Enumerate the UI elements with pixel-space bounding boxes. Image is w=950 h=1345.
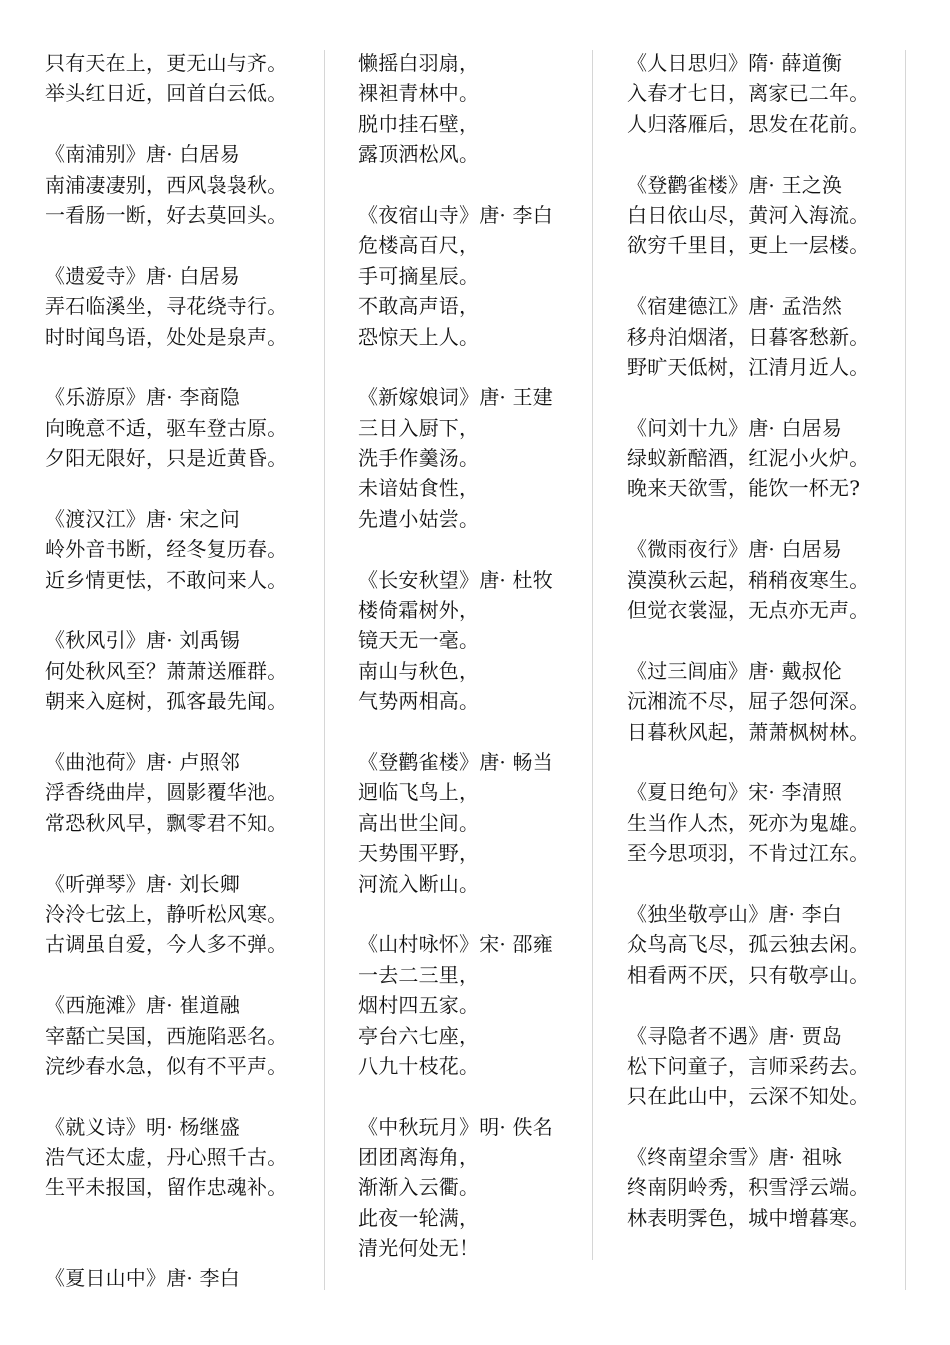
- poem-title: 《遗爱寺》唐· 白居易: [45, 263, 240, 288]
- poem-block: [45, 747, 315, 838]
- poem-line: 人归落雁后，思发在花前。: [627, 111, 870, 136]
- poem-line: 气势两相高。: [358, 689, 480, 714]
- poem-title: 《南浦别》唐· 白居易: [45, 142, 240, 167]
- poem-block: [358, 48, 588, 170]
- poem-spacer: [45, 717, 315, 747]
- poem-spacer: [45, 109, 315, 139]
- poem-line: 此夜一轮满，: [358, 1205, 480, 1230]
- poem-line: 楼倚霜树外，: [358, 598, 480, 623]
- poem-line: 野旷天低树，江清月近人。: [627, 354, 870, 379]
- poem-block: [45, 990, 315, 1081]
- poem-spacer: [627, 1112, 897, 1142]
- poem-title: 《宿建德江》唐· 孟浩然: [627, 294, 843, 319]
- poem-title: 《山村咏怀》宋· 邵雍: [358, 932, 553, 957]
- poem-line: 烟村四五家。: [358, 993, 480, 1018]
- poem-spacer: [45, 352, 315, 382]
- column-divider: [592, 50, 593, 1260]
- poem-title: 《长安秋望》唐· 杜牧: [358, 567, 553, 592]
- poem-line: 相看两不厌，只有敬亭山。: [627, 962, 870, 987]
- poem-line: 恐惊天上人。: [358, 324, 480, 349]
- poem-line: 渐渐入云衢。: [358, 1175, 480, 1200]
- poem-line: 不敢高声语，: [358, 294, 480, 319]
- poem-line: 绿蚁新醅酒，红泥小火炉。: [627, 446, 870, 471]
- poem-line: 三日入厨下，: [358, 415, 480, 440]
- poem-line: 未谙姑食性，: [358, 476, 480, 501]
- poem-line: 一去二三里，: [358, 962, 480, 987]
- poem-block: [45, 869, 315, 960]
- poem-line: 欲穷千里目，更上一层楼。: [627, 233, 870, 258]
- poem-line: 宰嚭亡吴国，西施陷恶名。: [45, 1023, 288, 1048]
- poem-line: 众鸟高飞尽，孤云独去闲。: [627, 932, 870, 957]
- poem-column-middle: [358, 48, 588, 1264]
- poem-block: [358, 565, 588, 717]
- poem-line: 夕阳无限好，只是近黄昏。: [45, 446, 288, 471]
- poem-line: 白日依山尽，黄河入海流。: [627, 202, 870, 227]
- poem-line: 终南阴岭秀，积雪浮云端。: [627, 1175, 870, 1200]
- poem-block: [45, 1112, 315, 1203]
- poem-block: [45, 48, 315, 109]
- poem-line: 高出世尘间。: [358, 810, 480, 835]
- poem-block: [627, 413, 897, 504]
- poem-spacer: [45, 595, 315, 625]
- poem-line: 但觉衣裳湿，无点亦无声。: [627, 598, 870, 623]
- poem-block: [45, 625, 315, 716]
- poem-line: 时时闻鸟语，处处是泉声。: [45, 324, 288, 349]
- poem-title: 《寻隐者不遇》唐· 贾岛: [627, 1023, 843, 1048]
- poem-line: 林表明霁色，城中增暮寒。: [627, 1205, 870, 1230]
- poem-line: 沅湘流不尽，屈子怨何深。: [627, 689, 870, 714]
- poem-line: 只有天在上，更无山与齐。: [45, 51, 288, 75]
- poem-line: 懒摇白羽扇，: [358, 51, 480, 75]
- poem-line: 南山与秋色，: [358, 658, 480, 683]
- poem-line: 脱巾挂石壁，: [358, 111, 480, 136]
- poem-line: 生平未报国，留作忠魂补。: [45, 1175, 288, 1200]
- poem-spacer: [45, 473, 315, 503]
- poem-line: 泠泠七弦上，静听松风寒。: [45, 901, 288, 926]
- poem-block: [358, 929, 588, 1081]
- poem-title: 《登鹳雀楼》唐· 王之涣: [627, 172, 843, 197]
- poem-spacer: [627, 504, 897, 534]
- poem-line: 南浦凄凄别，西风袅袅秋。: [45, 172, 288, 197]
- poem-spacer: [45, 960, 315, 990]
- poem-line: 岭外音书断，经冬复历春。: [45, 537, 288, 562]
- poem-block: [627, 777, 897, 868]
- poem-line: 团团离海角，: [358, 1145, 480, 1170]
- poem-line: 浮香绕曲岸，圆影覆华池。: [45, 780, 288, 805]
- poem-title: 《独坐敬亭山》唐· 李白: [627, 901, 843, 926]
- poem-line: 天势围平野，: [358, 841, 480, 866]
- poem-block: [45, 382, 315, 473]
- poem-title: 《微雨夜行》唐· 白居易: [627, 537, 843, 562]
- poem-line: 松下问童子，言师采药去。: [627, 1053, 870, 1078]
- poem-block: [45, 1263, 315, 1293]
- poem-title: 《终南望余雪》唐· 祖咏: [627, 1145, 843, 1170]
- poem-spacer: [358, 1081, 588, 1111]
- poem-block: [358, 382, 588, 534]
- poem-title: 《人日思归》隋· 薛道衡: [627, 51, 843, 75]
- poem-title: 《就义诗》明· 杨继盛: [45, 1114, 240, 1139]
- poem-title: 《中秋玩月》明· 佚名: [358, 1114, 553, 1139]
- poem-block: [627, 1021, 897, 1112]
- poem-title: 《听弹琴》唐· 刘长卿: [45, 871, 240, 896]
- poem-spacer: [45, 230, 315, 260]
- poem-spacer: [627, 382, 897, 412]
- poem-line: 古调虽自爱，今人多不弹。: [45, 932, 288, 957]
- poem-block: [45, 139, 315, 230]
- poem-spacer: [358, 899, 588, 929]
- poem-title: 《乐游原》唐· 李商隐: [45, 385, 240, 410]
- poem-block: [627, 48, 897, 139]
- poem-title: 《渡汉江》唐· 宋之问: [45, 506, 240, 531]
- poem-line: 至今思项羽，不肯过江东。: [627, 841, 870, 866]
- column-divider: [905, 50, 906, 1290]
- poem-title: 《夏日绝句》宋· 李清照: [627, 780, 843, 805]
- poem-line: 浣纱春水急，似有不平声。: [45, 1053, 288, 1078]
- poem-block: [627, 534, 897, 625]
- poem-line: 露顶洒松风。: [358, 142, 480, 167]
- poem-title: 《登鹳雀楼》唐· 畅当: [358, 749, 553, 774]
- poem-block: [45, 504, 315, 595]
- poem-title: 《曲池荷》唐· 卢照邻: [45, 749, 240, 774]
- poem-line: 举头红日近，回首白云低。: [45, 81, 288, 106]
- poem-column-left: [45, 48, 315, 1293]
- poem-spacer: [627, 139, 897, 169]
- poem-line: 近乡情更怯，不敢问来人。: [45, 567, 288, 592]
- poem-block: [627, 170, 897, 261]
- poem-block: [627, 899, 897, 990]
- poem-spacer: [45, 1203, 315, 1263]
- poem-spacer: [627, 869, 897, 899]
- poem-line: 八九十枝花。: [358, 1053, 480, 1078]
- poem-line: 一看肠一断，好去莫回头。: [45, 202, 288, 227]
- poem-line: 漠漠秋云起，稍稍夜寒生。: [627, 567, 870, 592]
- poem-line: 镜天无一毫。: [358, 628, 480, 653]
- poem-line: 入春才七日，离家已二年。: [627, 81, 870, 106]
- poem-line: 移舟泊烟渚，日暮客愁新。: [627, 324, 870, 349]
- poem-spacer: [627, 990, 897, 1020]
- poem-line: 先遣小姑尝。: [358, 506, 480, 531]
- poem-title: 《新嫁娘词》唐· 王建: [358, 385, 553, 410]
- poem-block: [45, 261, 315, 352]
- poem-title: 《西施滩》唐· 崔道融: [45, 993, 240, 1018]
- column-divider: [324, 50, 325, 1290]
- poem-line: 浩气还太虚，丹心照千古。: [45, 1145, 288, 1170]
- poem-spacer: [627, 747, 897, 777]
- poem-spacer: [45, 1081, 315, 1111]
- poem-line: 晚来天欲雪，能饮一杯无?: [627, 476, 861, 501]
- poem-line: 只在此山中，云深不知处。: [627, 1084, 870, 1109]
- poem-title: 《秋风引》唐· 刘禹锡: [45, 628, 240, 653]
- poem-spacer: [358, 534, 588, 564]
- poem-line: 河流入断山。: [358, 871, 480, 896]
- poem-block: [358, 200, 588, 352]
- poem-column-right: [627, 48, 897, 1233]
- poem-line: 洗手作羹汤。: [358, 446, 480, 471]
- poem-line: 常恐秋风早，飘零君不知。: [45, 810, 288, 835]
- poem-spacer: [627, 261, 897, 291]
- poem-line: 弄石临溪坐，寻花绕寺行。: [45, 294, 288, 319]
- poem-line: 裸袒青林中。: [358, 81, 480, 106]
- poem-block: [358, 747, 588, 899]
- poem-line: 朝来入庭树，孤客最先闻。: [45, 689, 288, 714]
- poem-title: 《问刘十九》唐· 白居易: [627, 415, 843, 440]
- poem-line: 日暮秋风起，萧萧枫树林。: [627, 719, 870, 744]
- poem-title: 《夏日山中》唐· 李白: [45, 1265, 240, 1290]
- poem-spacer: [627, 625, 897, 655]
- poem-line: 何处秋风至？萧萧送雁群。: [45, 658, 288, 683]
- poem-line: 清光何处无！: [358, 1236, 480, 1261]
- poem-block: [358, 1112, 588, 1264]
- poem-block: [627, 291, 897, 382]
- poem-block: [627, 1142, 897, 1233]
- poem-line: 亭台六七座，: [358, 1023, 480, 1048]
- poem-line: 向晚意不适，驱车登古原。: [45, 415, 288, 440]
- poem-spacer: [358, 352, 588, 382]
- poem-spacer: [358, 717, 588, 747]
- poem-line: 手可摘星辰。: [358, 263, 480, 288]
- poem-spacer: [45, 838, 315, 868]
- poem-title: 《夜宿山寺》唐· 李白: [358, 202, 553, 227]
- poem-line: 危楼高百尺，: [358, 233, 480, 258]
- poem-line: 迥临飞鸟上，: [358, 780, 480, 805]
- poem-spacer: [358, 170, 588, 200]
- poem-line: 生当作人杰，死亦为鬼雄。: [627, 810, 870, 835]
- poem-title: 《过三闾庙》唐· 戴叔伦: [627, 658, 843, 683]
- poem-block: [627, 656, 897, 747]
